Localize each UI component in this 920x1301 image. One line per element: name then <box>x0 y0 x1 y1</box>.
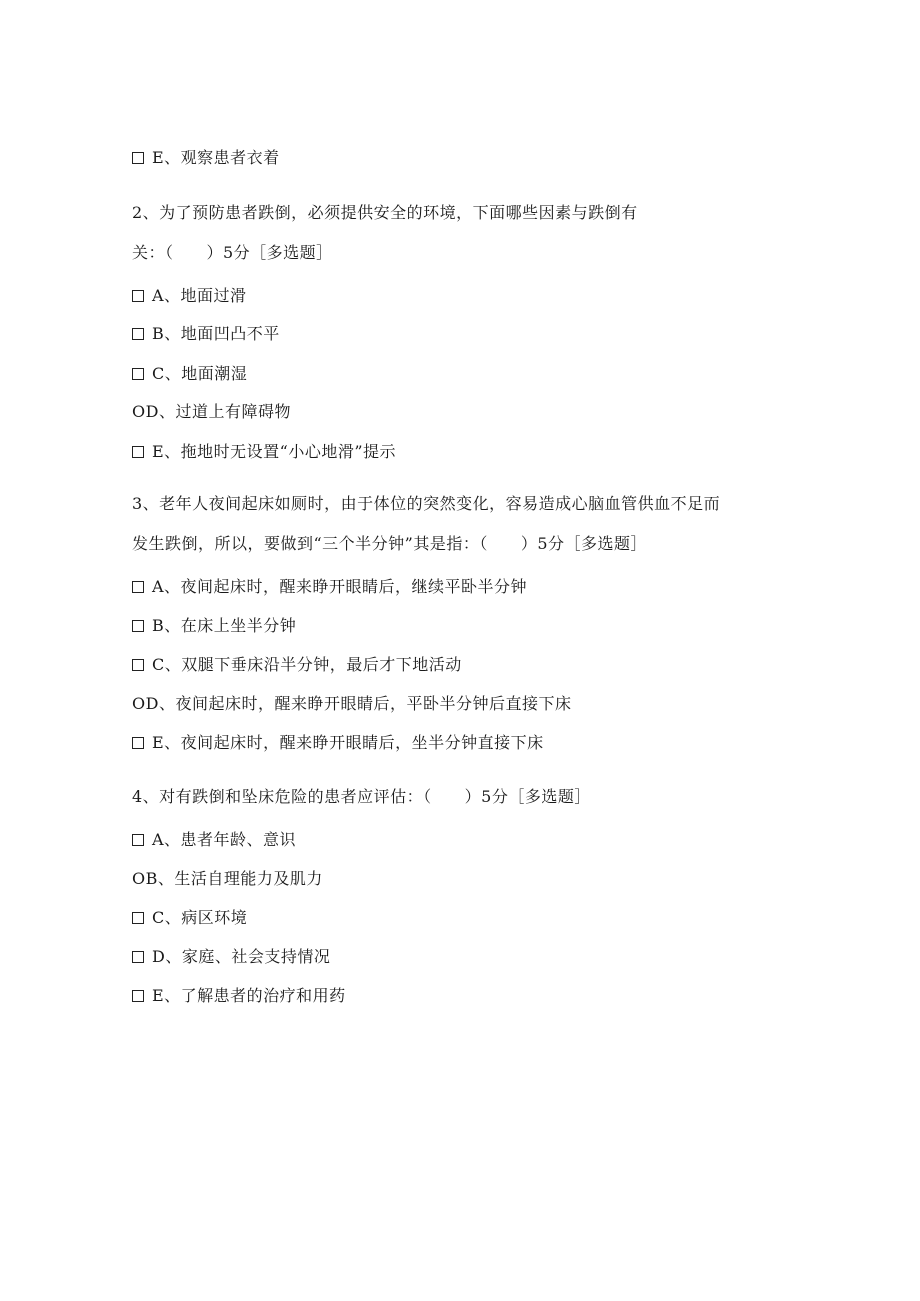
option-label: D、家庭、社会支持情况 <box>152 947 331 966</box>
option-label: E、拖地时无设置“小心地滑”提示 <box>152 442 397 461</box>
option-marker: O <box>132 869 146 888</box>
checkbox-icon[interactable] <box>132 328 144 340</box>
q2-option-b[interactable] <box>132 324 280 344</box>
option-label: A、地面过滑 <box>152 286 247 305</box>
checkbox-icon[interactable] <box>132 990 144 1002</box>
q4-option-d[interactable] <box>132 947 330 967</box>
option-marker: O <box>132 694 146 713</box>
checkbox-icon[interactable] <box>132 951 144 963</box>
checkbox-icon[interactable] <box>132 152 144 164</box>
checkbox-icon[interactable] <box>132 581 144 593</box>
q2-option-d[interactable] <box>132 402 291 422</box>
option-label: E、了解患者的治疗和用药 <box>152 986 346 1005</box>
q3-title-line-2: 发生跌倒，所以，要做到“三个半分钟”其是指：（ ）5分［多选题］ <box>132 534 648 553</box>
q4-option-a[interactable] <box>132 830 296 850</box>
q4-title: 4、对有跌倒和坠床危险的患者应评估：（ ）5分［多选题］ <box>132 787 591 806</box>
q4-option-e[interactable] <box>132 986 346 1006</box>
checkbox-icon[interactable] <box>132 912 144 924</box>
checkbox-icon[interactable] <box>132 834 144 846</box>
option-label: C、地面潮湿 <box>152 364 248 383</box>
q4-option-b[interactable] <box>132 869 323 889</box>
q3-option-b[interactable] <box>132 616 296 636</box>
q3-option-c[interactable] <box>132 655 462 675</box>
q3-option-d[interactable] <box>132 694 571 714</box>
option-label: D、过道上有障碍物 <box>145 402 291 421</box>
checkbox-icon[interactable] <box>132 290 144 302</box>
checkbox-icon[interactable] <box>132 446 144 458</box>
option-label: B、生活自理能力及肌力 <box>145 869 323 888</box>
option-label: E、观察患者衣着 <box>152 148 280 167</box>
option-label: E、夜间起床时，醒来睁开眼睛后，坐半分钟直接下床 <box>152 733 544 752</box>
option-label: A、患者年龄、意识 <box>152 830 297 849</box>
option-label: B、地面凹凸不平 <box>152 324 280 343</box>
q3-title-line-1: 3、老年人夜间起床如厕时，由于体位的突然变化，容易造成心脑血管供血不足而 <box>132 494 721 513</box>
q4-option-c[interactable] <box>132 908 247 928</box>
checkbox-icon[interactable] <box>132 737 144 749</box>
checkbox-icon[interactable] <box>132 620 144 632</box>
option-marker: O <box>132 402 146 421</box>
q1-option-e[interactable] <box>132 148 280 168</box>
option-label: A、夜间起床时，醒来睁开眼睛后，继续平卧半分钟 <box>152 577 528 596</box>
option-label: D、夜间起床时，醒来睁开眼睛后，平卧半分钟后直接下床 <box>145 694 572 713</box>
option-label: C、病区环境 <box>152 908 248 927</box>
q2-option-c[interactable] <box>132 364 247 384</box>
q3-option-a[interactable] <box>132 577 527 597</box>
q2-title-line-1: 2、为了预防患者跌倒，必须提供安全的环境，下面哪些因素与跌倒有 <box>132 203 638 222</box>
option-label: B、在床上坐半分钟 <box>152 616 297 635</box>
checkbox-icon[interactable] <box>132 659 144 671</box>
option-label: C、双腿下垂床沿半分钟，最后才下地活动 <box>152 655 462 674</box>
q2-title-line-2: 关：（ ）5分［多选题］ <box>132 243 333 262</box>
q2-option-e[interactable] <box>132 442 396 462</box>
checkbox-icon[interactable] <box>132 368 144 380</box>
q3-option-e[interactable] <box>132 733 544 753</box>
q2-option-a[interactable] <box>132 286 247 306</box>
